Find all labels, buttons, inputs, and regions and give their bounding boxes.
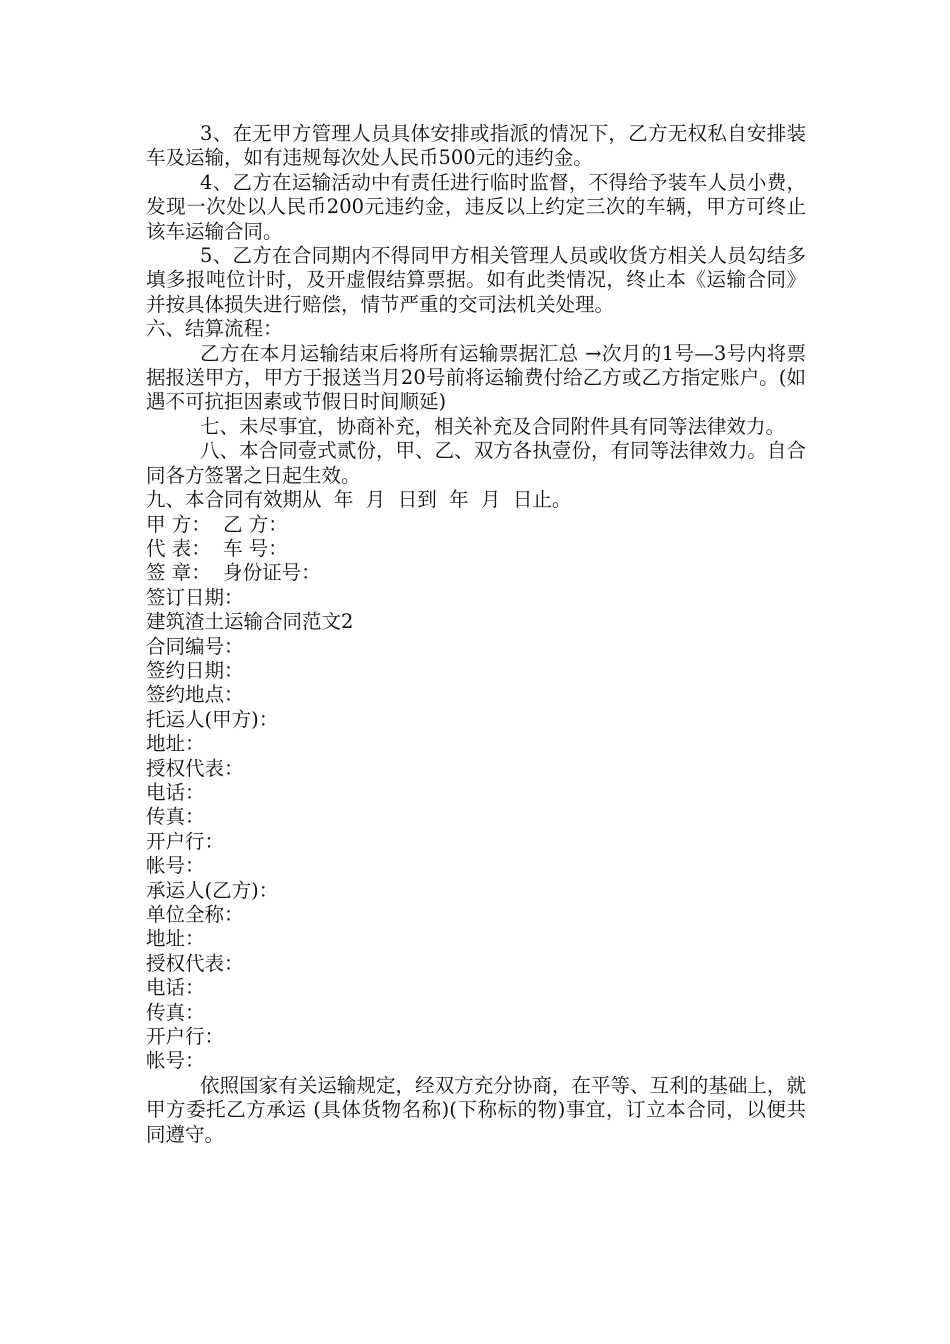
carrier-rep-line: 授权代表： <box>146 951 244 975</box>
clause-3: 3、在无甲方管理人员具体安排或指派的情况下，乙方无权私自安排装车及运输，如有违规每次处人民币500元的违约金。 <box>146 122 806 170</box>
sign-place-line: 签约地点： <box>146 683 244 707</box>
clause-7: 七、未尽事宜，协商补充，相关补充及合同附件具有同等法律效力。 <box>200 414 786 438</box>
carrier-account-line: 帐号： <box>146 1049 205 1073</box>
shipper-rep-line: 授权代表： <box>146 756 244 780</box>
settlement-heading: 六、结算流程： <box>146 317 283 341</box>
shipper-line: 托运人(甲方)： <box>146 707 279 731</box>
sign-seal-line: 签 章： 身份证号： <box>146 561 321 585</box>
clause-4: 4、乙方在运输活动中有责任进行临时监督，不得给予装车人员小费，发现一次处以人民币200元违约金，违反以上约定三次的车辆，甲方可终止该车运输合同。 <box>146 170 806 243</box>
sign-date-line: 签订日期： <box>146 585 244 609</box>
carrier-fax-line: 传真： <box>146 1000 205 1024</box>
shipper-account-line: 帐号： <box>146 854 205 878</box>
sign-date2-line: 签约日期： <box>146 658 244 682</box>
document-page <box>146 122 806 1147</box>
shipper-fax-line: 传真： <box>146 805 205 829</box>
carrier-name-line: 单位全称： <box>146 903 244 926</box>
carrier-bank-line: 开户行： <box>146 1025 225 1049</box>
carrier-line: 承运人(乙方)： <box>146 878 279 902</box>
doc2-title: 建筑渣土运输合同范文2 <box>146 610 354 634</box>
carrier-tel-line: 电话： <box>146 976 205 1000</box>
sign-rep-line: 代 表： 车 号： <box>146 536 288 560</box>
shipper-tel-line: 电话： <box>146 780 205 804</box>
sign-party-line: 甲 方： 乙 方： <box>146 512 288 536</box>
shipper-address-line: 地址： <box>146 732 205 756</box>
clause-8: 八、本合同壹式贰份，甲、乙、双方各执壹份，有同等法律效力。自合同各方签署之日起生效。 <box>146 439 806 487</box>
carrier-address-line: 地址： <box>146 927 205 951</box>
intro-paragraph: 依照国家有关运输规定，经双方充分协商，在平等、互利的基础上，就甲方委托乙方承运 (具体货物名称)(下称标的物)事宜，订立本合同，以便共同遵守。 <box>146 1073 806 1146</box>
shipper-bank-line: 开户行： <box>146 829 225 853</box>
settlement-body: 乙方在本月运输结束后将所有运输票据汇总 →次月的1号—3号内将票据报送甲方，甲方于报送当月20号前将运输费付给乙方或乙方指定账户。(如遇不可抗拒因素或节假日时间顺延) <box>146 341 806 414</box>
contract-no-line: 合同编号： <box>146 634 244 658</box>
clause-9: 九、本合同有效期从 年 月 日到 年 月 日止。 <box>146 488 572 512</box>
clause-5: 5、乙方在合同期内不得同甲方相关管理人员或收货方相关人员勾结多填多报吨位计时，及开虚假结算票据。如有此类情况，终止本《运输合同》并按具体损失进行赔偿，情节严重的交司法机关处理。 <box>146 244 806 316</box>
